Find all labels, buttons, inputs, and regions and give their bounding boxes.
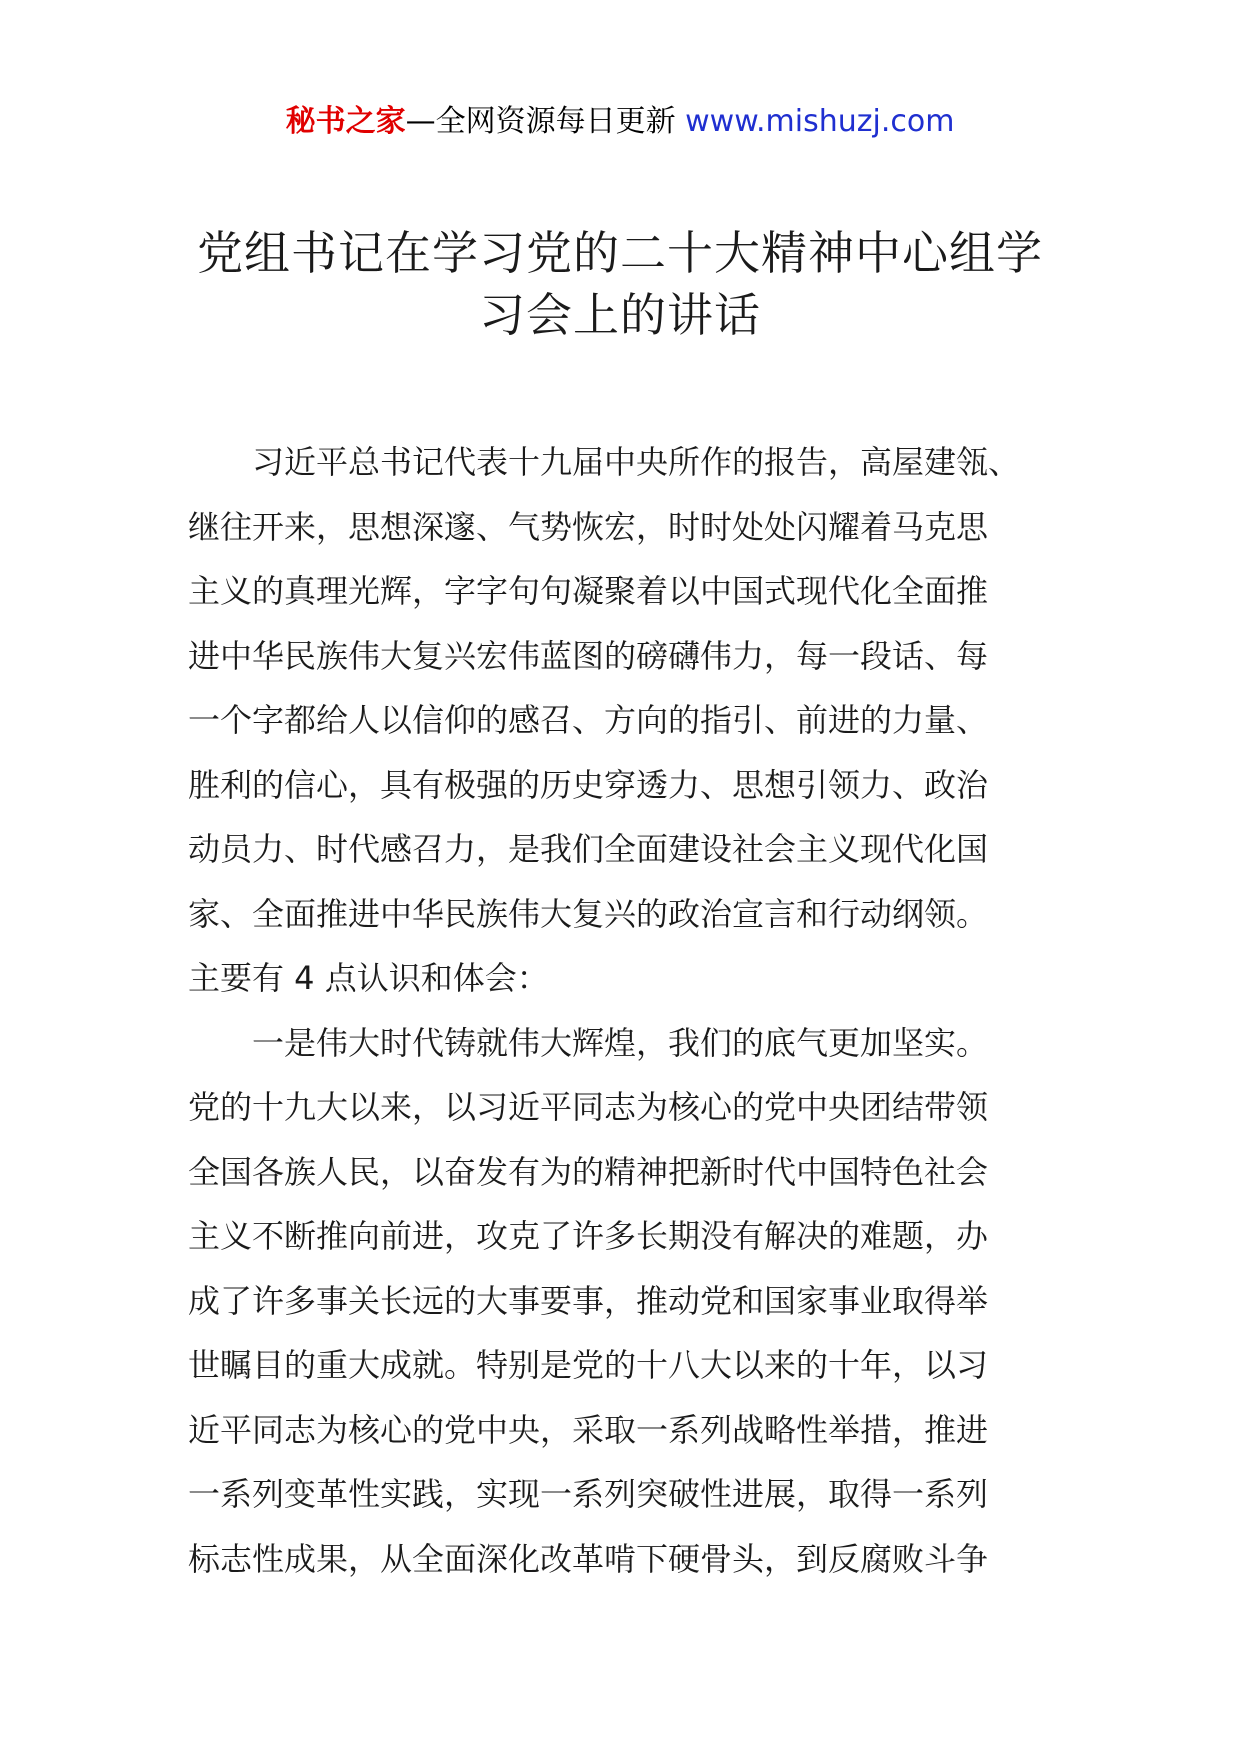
body-line: 一系列变革性实践，实现一系列突破性进展，取得一系列 xyxy=(188,1475,989,1513)
document-title-line-2: 习会上的讲话 xyxy=(479,288,761,342)
body-line: 近平同志为核心的党中央，采取一系列战略性举措，推进 xyxy=(188,1410,989,1449)
body-line: 全国各族人民，以奋发有为的精神把新时代中国特色社会 xyxy=(188,1152,989,1191)
body-line: 主义不断推向前进，攻克了许多长期没有解决的难题，办 xyxy=(188,1217,989,1255)
document-body xyxy=(188,430,1060,1591)
body-line: 成了许多事关长远的大事要事，推动党和国家事业取得举 xyxy=(188,1281,989,1320)
header-url-link[interactable]: www.mishuzj.com xyxy=(685,104,955,139)
body-line: 动员力、时代感召力，是我们全面建设社会主义现代化国 xyxy=(188,830,989,868)
body-line: 进中华民族伟大复兴宏伟蓝图的磅礴伟力，每一段话、每 xyxy=(188,636,989,675)
body-line: 标志性成果，从全面深化改革啃下硬骨头，到反腐败斗争 xyxy=(188,1539,989,1578)
body-line: 继往开来，思想深邃、气势恢宏，时时处处闪耀着马克思 xyxy=(188,507,989,546)
body-line: 习近平总书记代表十九届中央所作的报告，高屋建瓴、 xyxy=(252,443,1021,481)
header-banner xyxy=(0,100,1240,144)
header-slogan: —全网资源每日更新 xyxy=(405,104,686,139)
body-line: 主要有 4 点认识和体会： xyxy=(188,959,549,997)
body-line: 家、全面推进中华民族伟大复兴的政治宣言和行动纲领。 xyxy=(188,894,989,933)
body-line: 一是伟大时代铸就伟大辉煌，我们的底气更加坚实。 xyxy=(252,1023,989,1062)
document-title-line-1: 党组书记在学习党的二十大精神中心组学 xyxy=(197,226,1043,280)
body-line: 一个字都给人以信仰的感召、方向的指引、前进的力量、 xyxy=(188,701,989,739)
header-brand: 秘书之家 xyxy=(285,104,406,139)
body-line: 主义的真理光辉，字字句句凝聚着以中国式现代化全面推 xyxy=(188,572,989,610)
body-line: 党的十九大以来，以习近平同志为核心的党中央团结带领 xyxy=(188,1088,989,1126)
document-title xyxy=(160,222,1080,346)
body-line: 胜利的信心，具有极强的历史穿透力、思想引领力、政治 xyxy=(188,765,989,804)
body-line: 世瞩目的重大成就。特别是党的十八大以来的十年，以习 xyxy=(188,1346,989,1384)
